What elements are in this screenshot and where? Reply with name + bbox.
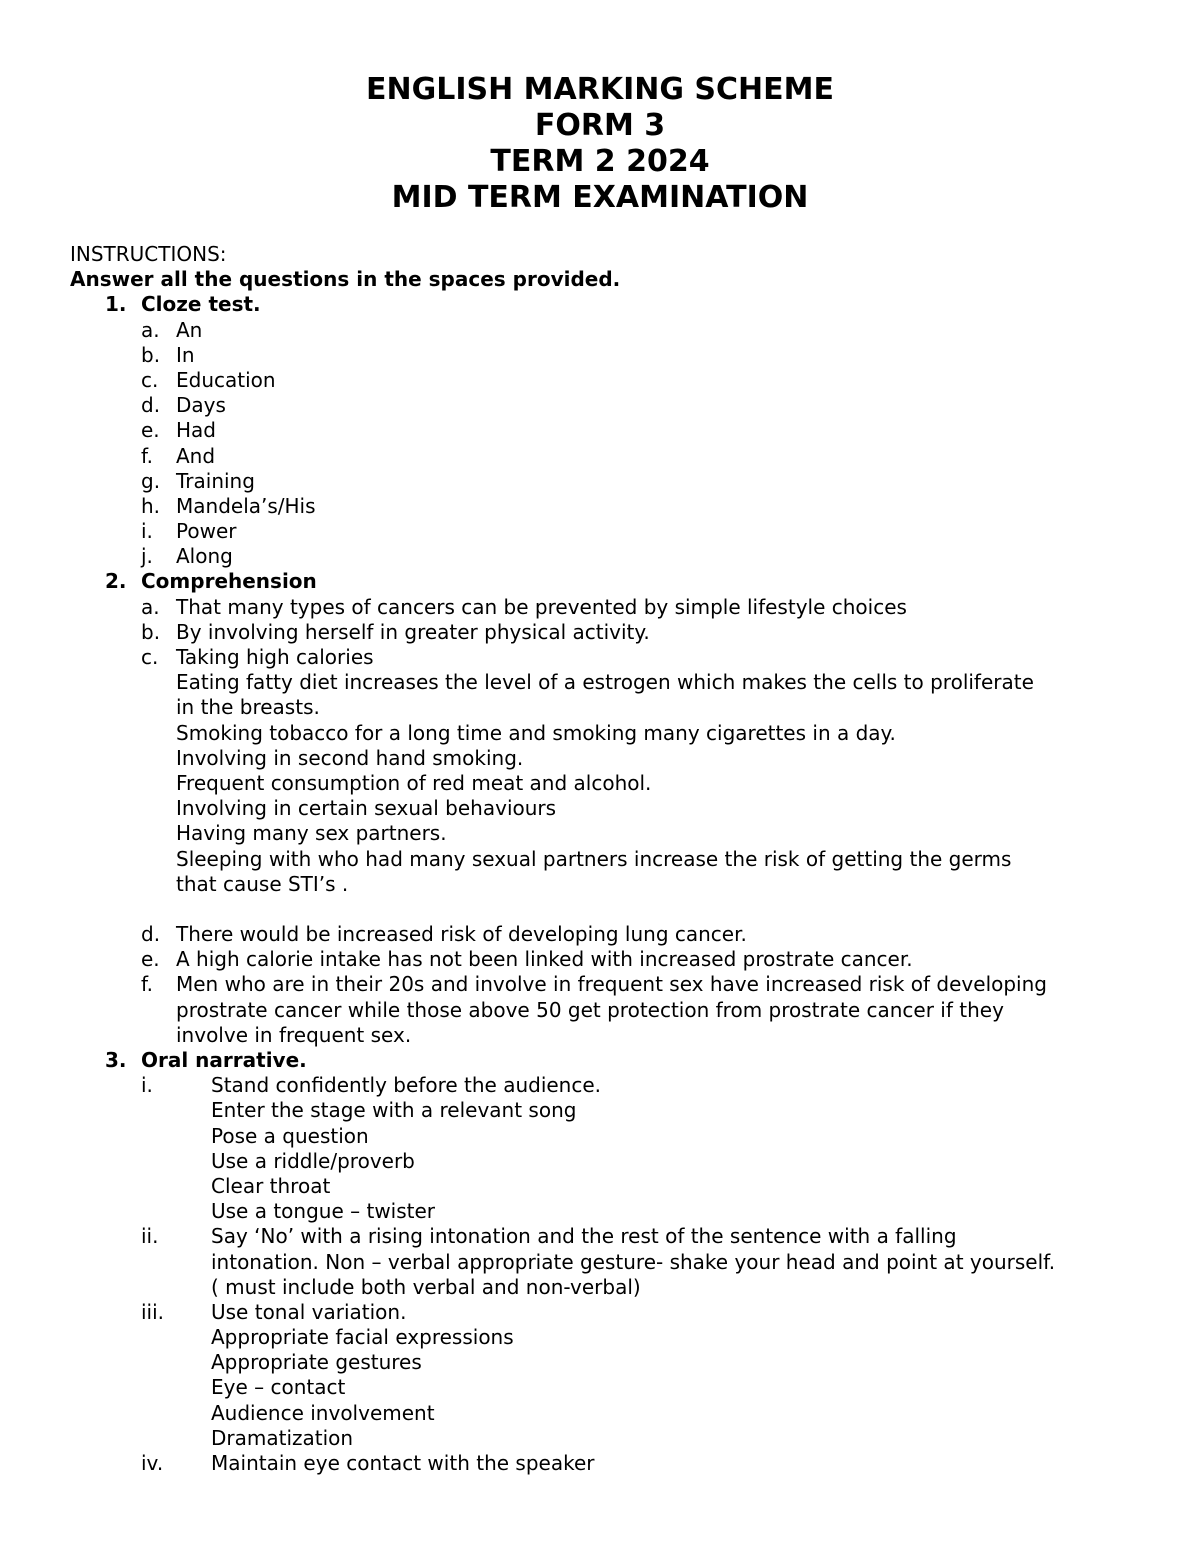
item-letter: i. bbox=[141, 519, 153, 544]
item-letter: d. bbox=[141, 922, 161, 947]
instructions-heading: INSTRUCTIONS: bbox=[70, 242, 227, 266]
list-item bbox=[70, 947, 1150, 972]
item-text: There would be increased risk of developing lung cancer. bbox=[176, 922, 747, 947]
list-item bbox=[70, 469, 1150, 494]
question-number: 2. bbox=[105, 569, 127, 594]
item-text: Along bbox=[176, 544, 233, 569]
item-text: Men who are in their 20s and involve in frequent sex have increased risk of developing bbox=[176, 972, 1047, 997]
item-text: A high calorie intake has not been linked with increased prostrate cancer. bbox=[176, 947, 913, 972]
list-item bbox=[70, 922, 1150, 947]
item-text: Smoking tobacco for a long time and smoking many cigarettes in a day. bbox=[176, 720, 896, 745]
item-text: Days bbox=[176, 393, 226, 418]
item-text: Involving in second hand smoking. bbox=[176, 745, 524, 770]
item-text: that cause STI’s . bbox=[176, 871, 349, 896]
item-text: Sleeping with who had many sexual partners increase the risk of getting the germs bbox=[176, 846, 1012, 871]
list-item bbox=[70, 595, 1150, 620]
item-letter: d. bbox=[141, 393, 161, 418]
question-title: Oral narrative. bbox=[141, 1048, 307, 1072]
title-line-3: TERM 2 2024 bbox=[490, 144, 710, 179]
item-text: ( must include both verbal and non-verbal) bbox=[211, 1274, 641, 1299]
item-letter: e. bbox=[141, 947, 160, 972]
item-text: By involving herself in greater physical activity. bbox=[176, 619, 650, 644]
item-text: Use tonal variation. bbox=[211, 1299, 407, 1324]
question-number: 1. bbox=[105, 292, 127, 317]
item-text: An bbox=[176, 317, 203, 342]
item-letter: f. bbox=[141, 443, 153, 468]
item-continuation bbox=[70, 721, 1150, 746]
instructions-text: Answer all the questions in the spaces provided. bbox=[70, 267, 621, 292]
list-item bbox=[70, 393, 1150, 418]
item-continuation bbox=[70, 1426, 1150, 1451]
item-continuation bbox=[70, 821, 1150, 846]
item-text: Mandela’s/His bbox=[176, 493, 316, 518]
item-numeral: i. bbox=[141, 1073, 153, 1098]
item-letter: c. bbox=[141, 645, 159, 669]
item-continuation bbox=[70, 1023, 1150, 1048]
item-letter: c. bbox=[141, 367, 159, 392]
item-continuation bbox=[70, 1350, 1150, 1375]
list-item bbox=[70, 494, 1150, 519]
question-heading bbox=[70, 1048, 1150, 1073]
item-text: Stand confidently before the audience. bbox=[211, 1073, 602, 1098]
item-text: intonation. Non – verbal appropriate gesture- shake your head and point at yourself. bbox=[211, 1249, 1056, 1274]
question-title: Comprehension bbox=[141, 569, 317, 594]
item-text: Say ‘No’ with a rising intonation and the rest of the sentence with a falling bbox=[211, 1224, 957, 1249]
item-continuation bbox=[70, 847, 1150, 872]
list-item bbox=[70, 444, 1150, 469]
item-text: Involving in certain sexual behaviours bbox=[176, 796, 557, 821]
item-text: Had bbox=[176, 418, 216, 443]
list-item bbox=[70, 519, 1150, 544]
item-continuation bbox=[70, 695, 1150, 720]
document-body bbox=[70, 242, 1150, 1476]
item-continuation bbox=[70, 1149, 1150, 1174]
title-line-2: FORM 3 bbox=[534, 108, 666, 143]
item-text: Clear throat bbox=[211, 1173, 331, 1198]
blank-line bbox=[70, 897, 1150, 922]
list-item bbox=[70, 368, 1150, 393]
item-continuation bbox=[70, 1401, 1150, 1426]
item-text: Appropriate facial expressions bbox=[211, 1325, 514, 1350]
title-line-4: MID TERM EXAMINATION bbox=[391, 180, 809, 215]
item-letter: a. bbox=[141, 594, 160, 619]
item-text: prostrate cancer while those above 50 get protection from prostrate cancer if they bbox=[176, 997, 1004, 1022]
item-text: Education bbox=[176, 367, 276, 392]
document-title bbox=[0, 72, 1200, 216]
list-item bbox=[70, 1073, 1150, 1098]
item-text: Maintain eye contact with the speaker bbox=[211, 1451, 595, 1475]
item-letter: f. bbox=[141, 972, 153, 997]
question-number: 3. bbox=[105, 1048, 127, 1072]
item-text: Frequent consumption of red meat and alcohol. bbox=[176, 770, 652, 795]
item-continuation bbox=[70, 1375, 1150, 1400]
item-text: Pose a question bbox=[211, 1123, 369, 1148]
question-heading bbox=[70, 292, 1150, 317]
list-item bbox=[70, 620, 1150, 645]
list-item bbox=[70, 544, 1150, 569]
item-continuation bbox=[70, 1275, 1150, 1300]
list-item bbox=[70, 972, 1150, 997]
item-text: Eating fatty diet increases the level of a estrogen which makes the cells to proliferate bbox=[176, 670, 1034, 695]
item-continuation bbox=[70, 670, 1150, 695]
item-continuation bbox=[70, 1199, 1150, 1224]
item-text: Use a riddle/proverb bbox=[211, 1148, 415, 1173]
list-item bbox=[70, 318, 1150, 343]
item-continuation bbox=[70, 771, 1150, 796]
question-heading bbox=[70, 569, 1150, 594]
item-letter: g. bbox=[141, 468, 161, 493]
list-item bbox=[70, 418, 1150, 443]
item-text: Dramatization bbox=[211, 1425, 354, 1450]
item-continuation bbox=[70, 1325, 1150, 1350]
question-title: Cloze test. bbox=[141, 292, 261, 317]
item-text: Eye – contact bbox=[211, 1375, 346, 1400]
item-letter: a. bbox=[141, 317, 160, 342]
item-letter: b. bbox=[141, 342, 161, 367]
item-continuation bbox=[70, 796, 1150, 821]
item-continuation bbox=[70, 872, 1150, 897]
item-text: Use a tongue – twister bbox=[211, 1199, 436, 1224]
item-letter: j. bbox=[141, 544, 153, 569]
item-continuation bbox=[70, 1098, 1150, 1123]
item-text: Taking high calories bbox=[176, 645, 374, 669]
item-numeral: ii. bbox=[141, 1224, 159, 1249]
list-item bbox=[70, 645, 1150, 670]
item-continuation bbox=[70, 1174, 1150, 1199]
item-numeral: iii. bbox=[141, 1299, 165, 1324]
item-text: involve in frequent sex. bbox=[176, 1022, 412, 1047]
item-continuation bbox=[70, 998, 1150, 1023]
item-text: Having many sex partners. bbox=[176, 821, 447, 846]
item-text: That many types of cancers can be prevented by simple lifestyle choices bbox=[176, 594, 907, 619]
list-item bbox=[70, 1451, 1150, 1476]
item-text: Enter the stage with a relevant song bbox=[211, 1098, 577, 1123]
list-item bbox=[70, 1224, 1150, 1249]
list-item bbox=[70, 1300, 1150, 1325]
item-text: Appropriate gestures bbox=[211, 1350, 422, 1375]
item-text: Power bbox=[176, 519, 237, 544]
item-continuation bbox=[70, 746, 1150, 771]
item-continuation bbox=[70, 1124, 1150, 1149]
item-continuation bbox=[70, 1250, 1150, 1275]
item-letter: h. bbox=[141, 493, 161, 518]
list-item bbox=[70, 343, 1150, 368]
item-text: In bbox=[176, 342, 195, 367]
item-numeral: iv. bbox=[141, 1451, 164, 1475]
title-line-1: ENGLISH MARKING SCHEME bbox=[366, 72, 834, 107]
item-text: And bbox=[176, 443, 216, 468]
item-text: Training bbox=[176, 468, 255, 493]
item-text: Audience involvement bbox=[211, 1400, 435, 1425]
item-letter: e. bbox=[141, 418, 160, 443]
item-letter: b. bbox=[141, 619, 161, 644]
item-text: in the breasts. bbox=[176, 695, 320, 720]
cloze-answers bbox=[70, 318, 1150, 570]
